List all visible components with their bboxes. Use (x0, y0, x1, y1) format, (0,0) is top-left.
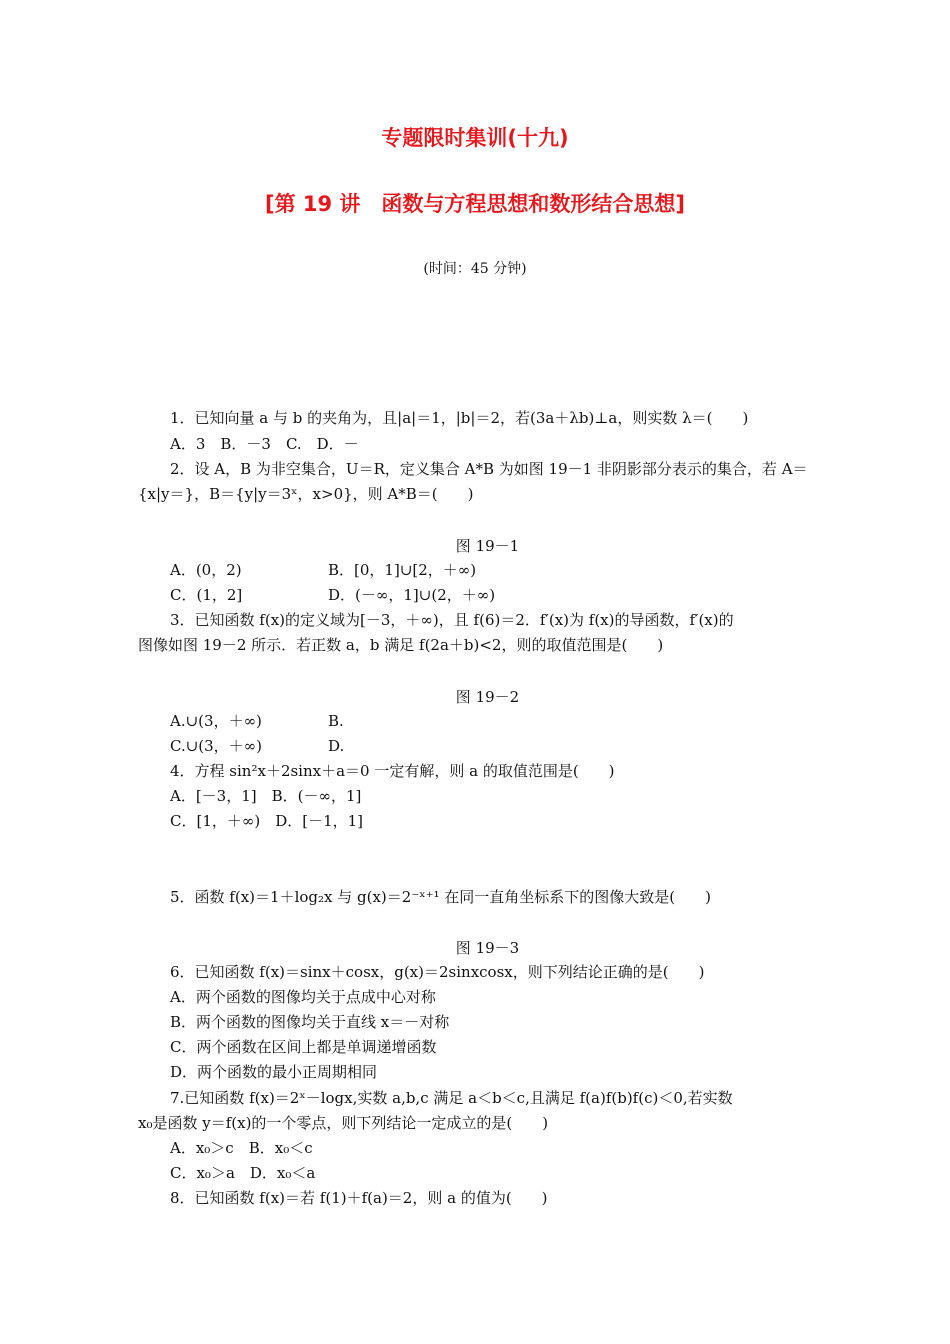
question-text-line: D. (328, 737, 345, 755)
question-text-line: D．(－∞，1]∪(2，＋∞) (328, 586, 496, 604)
question-text-line: C．(1，2] (170, 586, 243, 604)
question-text-line: 6．已知函数 f(x)＝sinx＋cosx，g(x)＝2sinxcosx，则下列结论正确的是( ) (170, 963, 705, 981)
question-text-line: x₀是函数 y＝f(x)的一个零点，则下列结论一定成立的是( ) (138, 1114, 549, 1132)
question-text-line: A．[－3，1] B．(－∞，1] (170, 787, 362, 805)
question-text-line: A．(0，2) (170, 561, 242, 579)
question-text-line: 7.已知函数 f(x)＝2ˣ－logx,实数 a,b,c 满足 a＜b＜c,且满足 f(a)f(b)f(c)＜0,若实数 (170, 1089, 733, 1107)
question-text-line: B．[0，1]∪[2，＋∞) (328, 561, 477, 579)
question-text-line: 8．已知函数 f(x)＝若 f(1)＋f(a)＝2，则 a 的值为( ) (170, 1189, 548, 1207)
page-title: 专题限时集训(十九) (381, 126, 569, 150)
question-text-line: B．两个函数的图像均关于直线 x＝－对称 (170, 1013, 450, 1031)
time-limit-note: (时间：45 分钟) (423, 261, 527, 277)
question-text-line: C．x₀＞a D．x₀＜a (170, 1164, 316, 1182)
figure-caption: 图 19－3 (455, 939, 520, 957)
question-text-line: C．两个函数在区间上都是单调递增函数 (170, 1038, 437, 1056)
question-text-line: 5．函数 f(x)＝1＋log₂x 与 g(x)＝2⁻ˣ⁺¹ 在同一直角坐标系下的图像大致是( ) (170, 888, 711, 906)
question-text-line: 4．方程 sin²x＋2sinx＋a＝0 一定有解，则 a 的取值范围是( ) (170, 762, 615, 780)
question-text-line: A．x₀＞c B．x₀＜c (170, 1139, 313, 1157)
question-text-line: 2．设 A，B 为非空集合，U＝R，定义集合 A*B 为如图 19－1 非阴影部分表示的集合，若 A＝ (170, 460, 808, 478)
question-text-line: 1．已知向量 a 与 b 的夹角为，且|a|＝1，|b|＝2，若(3a＋λb)⊥a，则实数 λ＝( ) (170, 409, 749, 427)
figure-caption: 图 19－1 (455, 537, 520, 555)
question-text-line: 3．已知函数 f(x)的定义域为[－3，＋∞)，且 f(6)＝2．f′(x)为 f(x)的导函数，f′(x)的 (170, 611, 734, 629)
question-text-line: B. (328, 712, 344, 730)
question-text-line: A.∪(3，＋∞) (170, 712, 262, 730)
lesson-subtitle: [第 19 讲 函数与方程思想和数形结合思想] (264, 192, 686, 216)
question-text-line: C.∪(3，＋∞) (170, 737, 263, 755)
question-text-line: {x|y＝}，B＝{y|y＝3ˣ，x>0}，则 A*B＝( ) (138, 485, 474, 503)
question-text-line: 图像如图 19－2 所示．若正数 a，b 满足 f(2a＋b)<2，则的取值范围是( ) (138, 636, 664, 654)
question-text-line: A．3 B．－3 C. D．－ (170, 435, 359, 453)
question-text-line: D．两个函数的最小正周期相同 (170, 1063, 378, 1081)
figure-caption: 图 19－2 (455, 688, 520, 706)
question-text-line: C．[1，＋∞) D．[－1，1] (170, 812, 364, 830)
question-text-line: A．两个函数的图像均关于点成中心对称 (170, 988, 436, 1006)
